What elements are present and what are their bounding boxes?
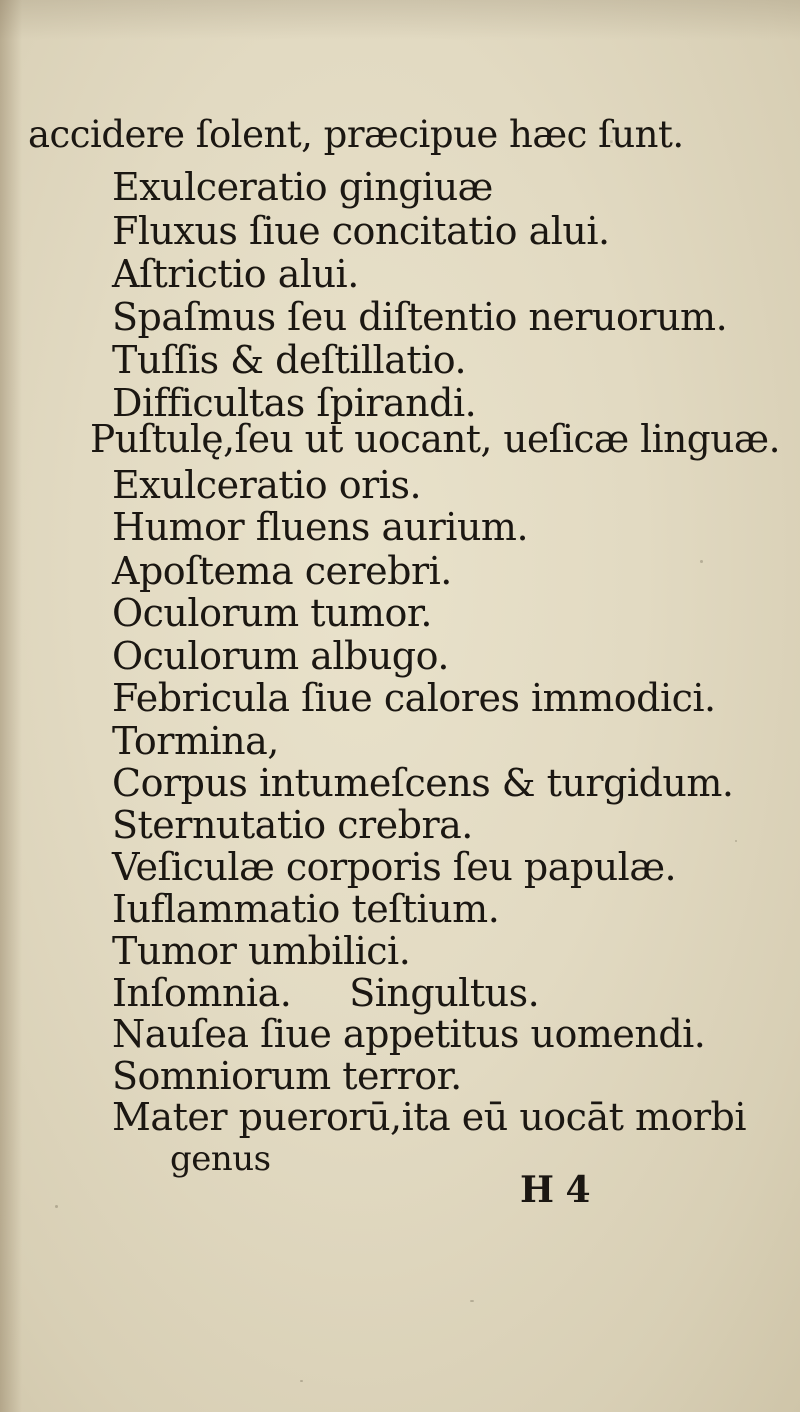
list-item: Oculorum albugo. — [112, 634, 449, 678]
list-item: Somniorum terror. — [112, 1054, 462, 1098]
list-item: Tuſſis & deſtillatio. — [112, 338, 467, 382]
list-item: Mater puerorū,ita eū uocāt morbi — [112, 1095, 747, 1139]
catchword: genus — [170, 1139, 271, 1179]
list-item: Corpus intumeſcens & turgidum. — [112, 761, 734, 805]
paper-speck — [470, 1300, 474, 1302]
list-item: Iuflammatio teſtium. — [112, 887, 500, 931]
paper-speck — [610, 140, 613, 143]
intro-line: accidere ſolent, præcipue hæc ſunt. — [28, 113, 684, 156]
list-item: Apoſtema cerebri. — [112, 549, 452, 593]
list-item: Spaſmus ſeu diſtentio neruorum. — [112, 295, 728, 339]
list-item: Puſtulę,ſeu ut uocant, ueſicæ linguæ. — [90, 417, 781, 461]
list-item: Exulceratio oris. — [112, 463, 422, 507]
list-item: Humor fluens aurium. — [112, 505, 529, 549]
paper-speck — [735, 840, 737, 842]
list-item: Veſiculæ corporis ſeu papulæ. — [112, 845, 677, 889]
list-item: Difficultas ſpirandi. — [112, 381, 477, 425]
list-item: Aſtrictio alui. — [112, 252, 359, 296]
list-item: Tormina, — [112, 719, 279, 763]
list-item: Febricula ſiue calores immodici. — [112, 676, 716, 720]
list-item: Inſomnia. Singultus. — [112, 971, 540, 1015]
list-item: Nauſea ſiue appetitus uomendi. — [112, 1012, 706, 1056]
list-item: Sternutatio crebra. — [112, 803, 473, 847]
paper-speck — [700, 560, 703, 563]
signature-mark: H 4 — [520, 1169, 591, 1211]
list-item: Exulceratio gingiuæ — [112, 165, 493, 209]
paper-speck — [300, 1380, 303, 1382]
list-item: Tumor umbilici. — [112, 929, 411, 973]
list-item: Fluxus ſiue concitatio alui. — [112, 209, 610, 253]
paper-speck — [55, 1205, 58, 1208]
list-item: Oculorum tumor. — [112, 591, 432, 635]
